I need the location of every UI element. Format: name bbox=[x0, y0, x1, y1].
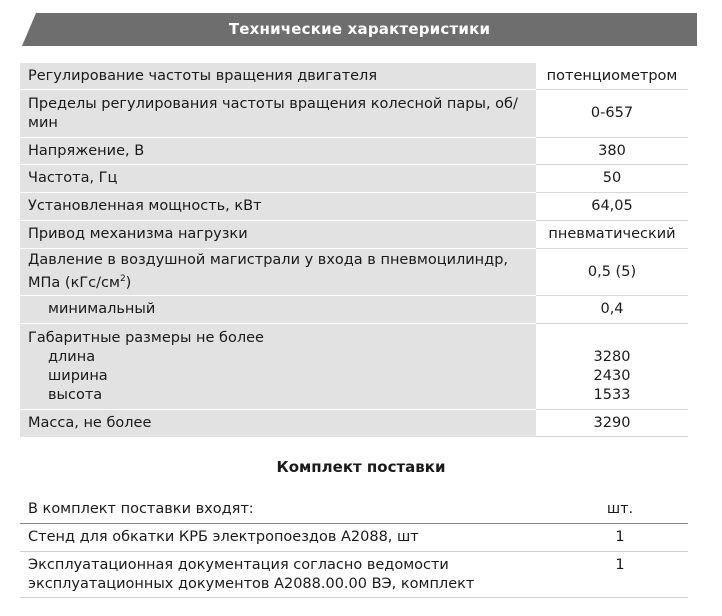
spec-label: Масса, не более bbox=[20, 410, 536, 437]
spec-value: 64,05 bbox=[536, 193, 688, 221]
spec-label: Привод механизма нагрузки bbox=[20, 221, 536, 249]
kit-header-row bbox=[20, 497, 688, 523]
kit-row bbox=[20, 523, 688, 551]
spec-value: пневматический bbox=[536, 221, 688, 249]
section-banner bbox=[22, 13, 697, 46]
spec-row bbox=[20, 249, 688, 296]
spec-row bbox=[20, 221, 688, 249]
spec-label: Частота, Гц bbox=[20, 165, 536, 193]
spec-label-suffix: ) bbox=[125, 274, 132, 291]
spec-value: 50 bbox=[536, 165, 688, 193]
spec-sublabel-length: длина bbox=[48, 348, 96, 365]
spec-label-dimensions: Габаритные размеры не более bbox=[28, 329, 264, 346]
spec-label bbox=[20, 249, 536, 296]
kit-table bbox=[20, 497, 688, 598]
spec-label bbox=[20, 324, 536, 410]
spec-label-text: Давление в воздушной магистрали у входа в пневмоцилиндр, МПа (кГс/см bbox=[28, 252, 509, 291]
spec-label-superscript: 2 bbox=[119, 274, 126, 285]
spec-label: Напряжение, В bbox=[20, 138, 536, 165]
spec-value: 0,5 (5) bbox=[536, 249, 688, 296]
spec-label bbox=[20, 296, 536, 324]
spec-value: 3290 bbox=[536, 410, 688, 437]
kit-header-unit: шт. bbox=[552, 497, 688, 523]
kit-row bbox=[20, 551, 688, 597]
spec-sublabel-height: высота bbox=[48, 386, 103, 403]
spec-value: 0,4 bbox=[536, 296, 688, 324]
spec-label: Пределы регулирования частоты вращения колесной пары, об/мин bbox=[20, 90, 536, 138]
spec-label: Установленная мощность, кВт bbox=[20, 193, 536, 221]
kit-item-label: Стенд для обкатки КРБ электропоездов А2088, шт bbox=[20, 523, 552, 551]
spec-row bbox=[20, 63, 688, 90]
spec-row bbox=[20, 165, 688, 193]
kit-header-label: В комплект поставки входят: bbox=[20, 497, 552, 523]
kit-title: Комплект поставки bbox=[276, 458, 446, 476]
spec-sublabel-width: ширина bbox=[48, 367, 108, 384]
spec-row bbox=[20, 138, 688, 165]
spec-value-height: 1533 bbox=[593, 386, 631, 403]
spec-value: 0-657 bbox=[536, 90, 688, 138]
spec-row bbox=[20, 90, 688, 138]
spec-sublabel: минимальный bbox=[48, 301, 156, 317]
spec-value bbox=[536, 324, 688, 410]
spec-value: 380 bbox=[536, 138, 688, 165]
spec-value-length: 3280 bbox=[593, 348, 631, 365]
spec-value-width: 2430 bbox=[593, 367, 631, 384]
spec-row bbox=[20, 410, 688, 437]
banner-title: Технические характеристики bbox=[228, 20, 491, 38]
kit-item-qty: 1 bbox=[552, 523, 688, 551]
spec-row-dimensions bbox=[20, 324, 688, 410]
spec-value: потенциометром bbox=[536, 63, 688, 90]
specs-table bbox=[20, 62, 688, 437]
kit-item-qty: 1 bbox=[552, 551, 688, 597]
spec-row bbox=[20, 296, 688, 324]
spec-row bbox=[20, 193, 688, 221]
spec-label: Регулирование частоты вращения двигателя bbox=[20, 63, 536, 90]
kit-item-label: Эксплуатационная документация согласно ведомости эксплуатационных документов А2088.00.00 ВЭ, комплект bbox=[20, 551, 552, 597]
